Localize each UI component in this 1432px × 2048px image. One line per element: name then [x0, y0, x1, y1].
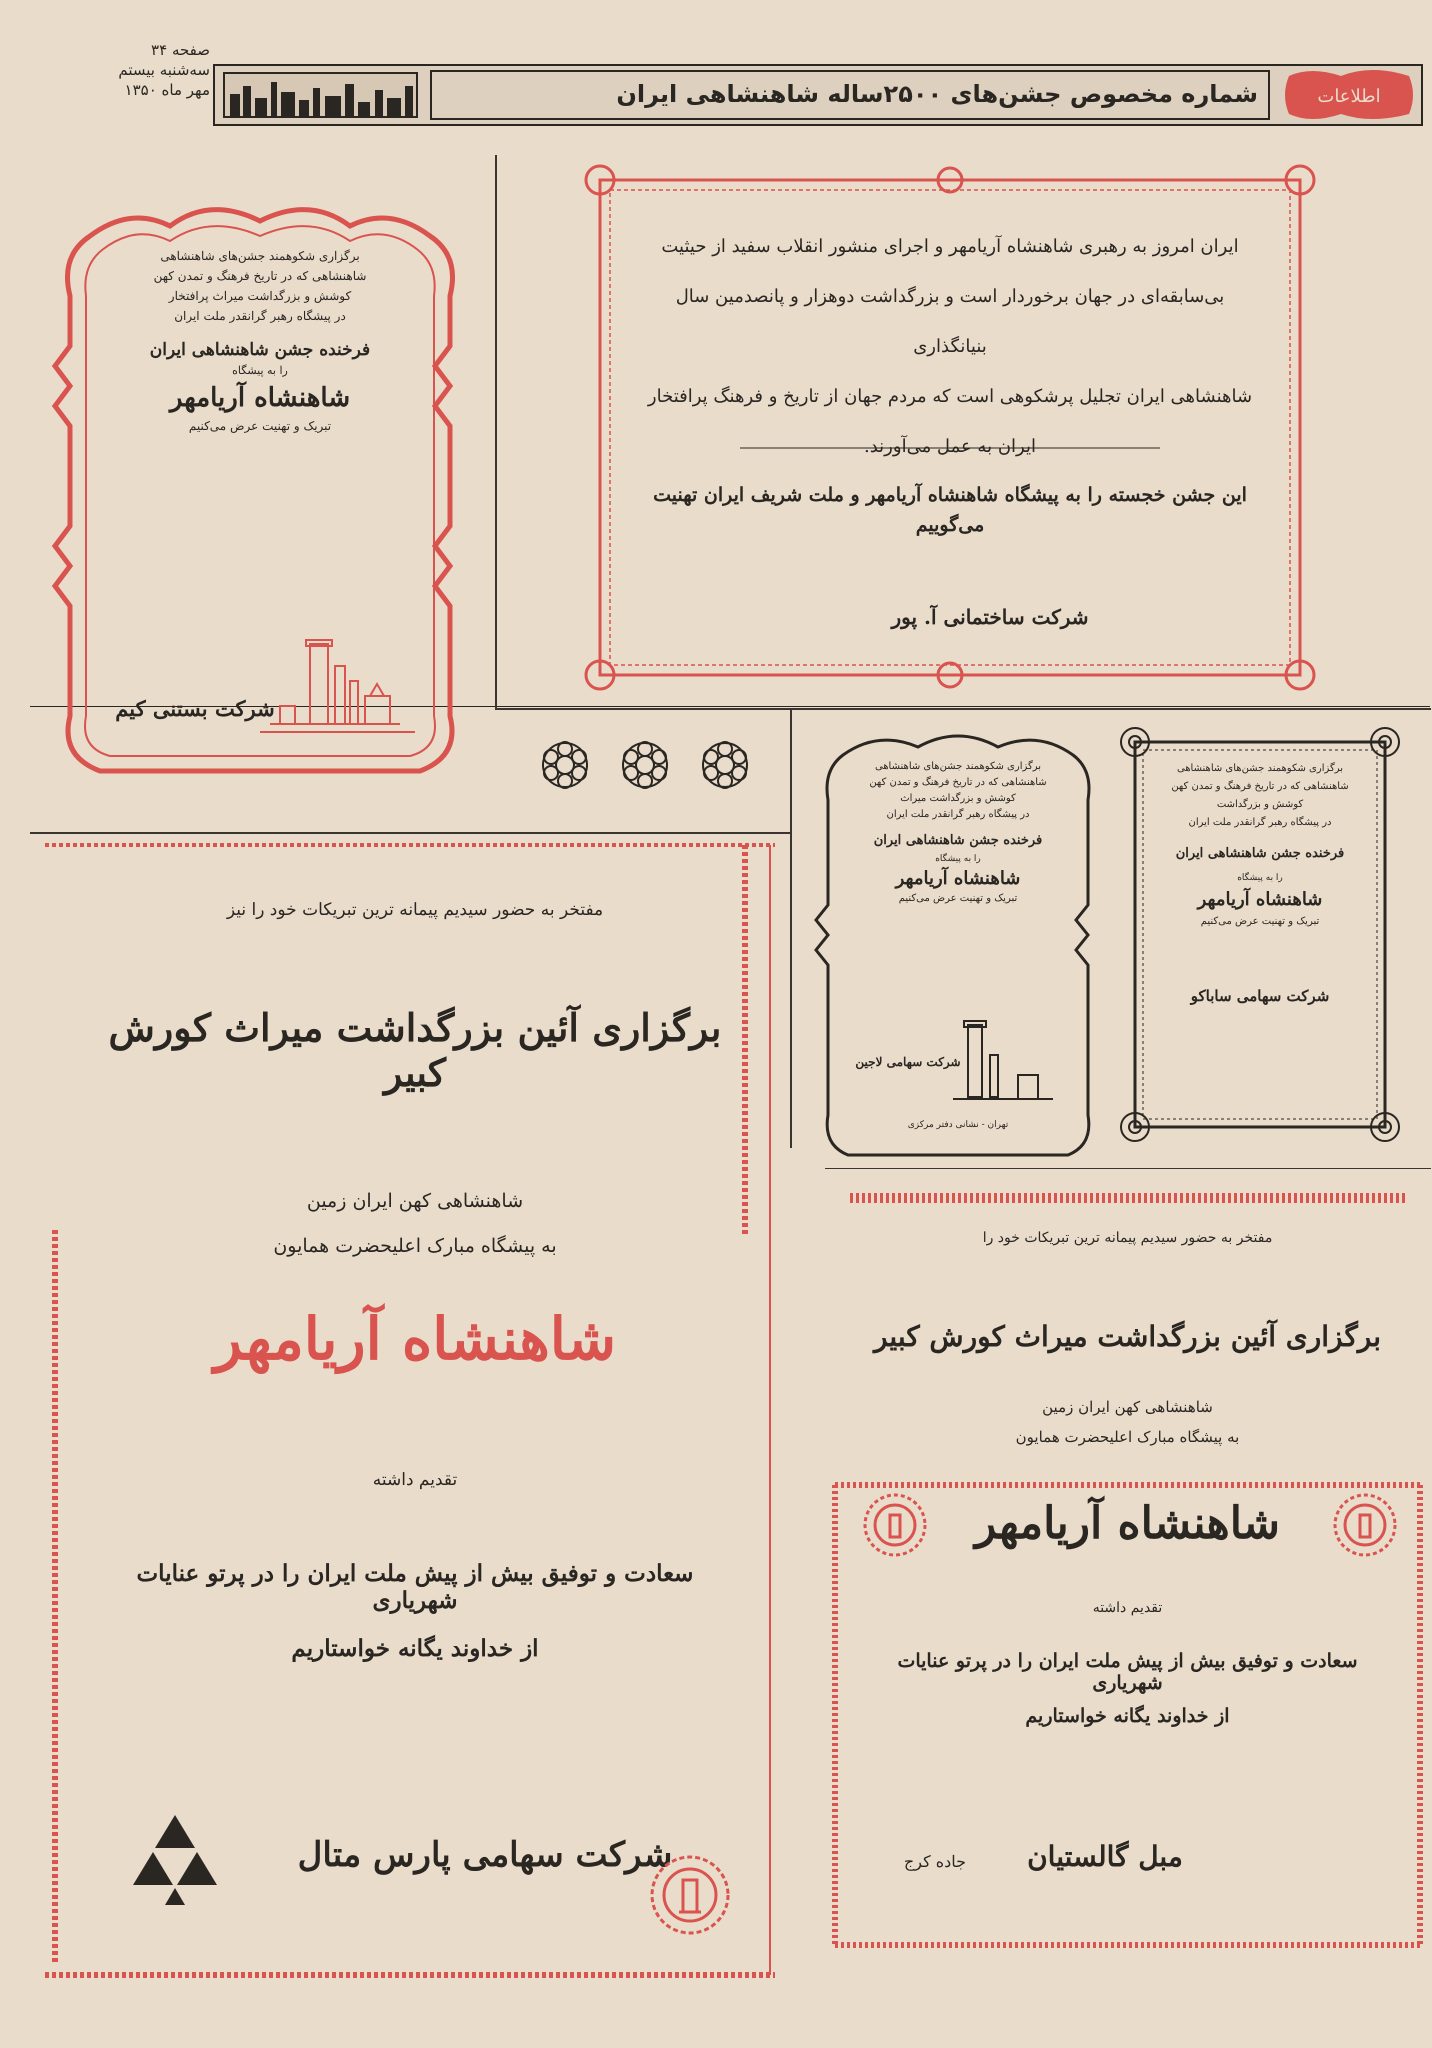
- ad-sakhtemani-pour: [580, 160, 1320, 695]
- ad-wish: سعادت و توفیق بیش از پیش ملت ایران را در پرتو عنایات شهریاری: [136, 1560, 694, 1614]
- issue-date: مهر ماه ۱۳۵۰: [124, 81, 210, 99]
- ad-company: مبل گالستیان: [1027, 1840, 1183, 1873]
- ad-sub: شاهنشاهی کهن ایران زمین: [306, 1190, 524, 1212]
- ad-paragraph-line: ایران امروز به رهبری شاهنشاه آریامهر و اجرای منشور انقلاب سفید از حیثیت: [661, 236, 1239, 257]
- ad-sub: به پیشگاه مبارک اعلیحضرت همایون: [273, 1235, 557, 1257]
- newspaper-logo: [1281, 68, 1417, 122]
- ad-bastani-kim: [40, 196, 480, 786]
- header-title-box: [430, 70, 1270, 120]
- ad-paragraph-line: بی‌سابقه‌ای در جهان برخوردار است و بزرگداشت دوهزار و پانصدمین سال بنیانگذاری: [675, 286, 1225, 357]
- ad-line: کوشش و بزرگداشت: [1216, 799, 1304, 810]
- ad-line: تبریک و تهنیت عرض می‌کنیم: [898, 893, 1018, 904]
- page-number: صفحه ۳۴: [151, 41, 210, 59]
- ad-line: در پیشگاه رهبر گرانقدر ملت ایران: [1188, 817, 1332, 828]
- ad-company: شرکت سهامی پارس متال: [297, 1835, 673, 1875]
- ad-line: فرخنده جشن شاهنشاهی ایران: [149, 340, 371, 360]
- ad-title: شاهنشاه آریامهر: [895, 868, 1021, 889]
- ad-line: برگزاری شکوهمند جشن‌های شاهنشاهی: [1176, 763, 1344, 774]
- ad-sub: به پیشگاه مبارک اعلیحضرت همایون: [1015, 1428, 1240, 1446]
- header-banner: [213, 64, 1423, 126]
- ad-company: شرکت بستنی کیم: [115, 696, 275, 721]
- ad-intro: مفتخر به حضور سیدیم پیمانه ترین تبریکات خود را نیز: [226, 900, 604, 920]
- ad-mobl-galstian: [830, 1180, 1425, 1960]
- ad-wish: سعادت و توفیق بیش از پیش ملت ایران را در پرتو عنایات شهریاری: [897, 1650, 1358, 1694]
- ad-dedication: این جشن خجسته را به پیشگاه شاهنشاه آریامهر و ملت شریف ایران تهنیت می‌گوییم: [653, 484, 1247, 536]
- ad-line: برگزاری شکوهمند جشن‌های شاهنشاهی: [160, 249, 360, 263]
- skyline-illustration: [223, 72, 418, 118]
- page-title: شماره مخصوص جشن‌های ۲۵۰۰ساله شاهنشاهی ایران: [616, 80, 1258, 108]
- ad-line: کوشش و بزرگداشت میراث: [900, 793, 1016, 804]
- ad-sabako: [1105, 712, 1415, 1157]
- ad-headline: برگزاری آئین بزرگداشت میراث کورش کبیر: [873, 1320, 1382, 1353]
- ad-line: را به پیشگاه: [935, 854, 981, 864]
- ad-address: تهران - نشانی دفتر مرکزی: [907, 1120, 1009, 1130]
- ad-line: در پیشگاه رهبر گرانقدر ملت ایران: [886, 809, 1030, 820]
- header-meta: [70, 40, 210, 100]
- ad-company: شرکت سهامی ساباکو: [1190, 987, 1330, 1005]
- svg-text:اطلاعات: اطلاعات: [1317, 86, 1381, 107]
- ad-company: شرکت ساختمانی آ. پور: [891, 605, 1089, 629]
- ad-line: فرخنده جشن شاهنشاهی ایران: [1175, 846, 1345, 861]
- ad-headline: برگزاری آئین بزرگداشت میراث کورش کبیر: [108, 1005, 722, 1095]
- ad-line: را به پیشگاه: [232, 364, 288, 377]
- section-rule-middle: [30, 832, 790, 834]
- rosette-row: [530, 730, 760, 800]
- ad-wish: از خداوند یگانه خواستاریم: [291, 1635, 539, 1662]
- ad-line: کوشش و بزرگداشت میراث پرافتخار: [168, 289, 352, 303]
- pars-metal-logo: [125, 1810, 225, 1910]
- ad-pars-metal: [35, 835, 800, 1985]
- persepolis-ruins-illustration: [250, 636, 420, 736]
- ad-title: شاهنشاه آریامهر: [213, 1305, 617, 1373]
- ad-wish: از خداوند یگانه خواستاریم: [1025, 1705, 1230, 1727]
- ad-address: جاده کرج: [903, 1852, 967, 1871]
- ad-title: شاهنشاه آریامهر: [974, 1498, 1281, 1549]
- ad-presented: تقدیم داشته: [1092, 1600, 1163, 1616]
- ad-company: شرکت سهامی لاجین: [855, 1055, 961, 1069]
- ad-title: شاهنشاه آریامهر: [1197, 889, 1323, 910]
- ad-line: برگزاری شکوهمند جشن‌های شاهنشاهی: [874, 761, 1042, 772]
- ad-line: تبریک و تهنیت عرض می‌کنیم: [188, 419, 332, 433]
- ad-line: شاهنشاهی که در تاریخ فرهنگ و تمدن کهن: [869, 777, 1047, 788]
- ad-line: فرخنده جشن شاهنشاهی ایران: [873, 833, 1043, 848]
- ad-title: شاهنشاه آریامهر: [169, 383, 351, 413]
- ad-sub: شاهنشاهی کهن ایران زمین: [1042, 1398, 1213, 1416]
- ad-line: تبریک و تهنیت عرض می‌کنیم: [1200, 916, 1320, 927]
- ad-line: شاهنشاهی که در تاریخ فرهنگ و تمدن کهن: [1171, 781, 1349, 792]
- ad-line: را به پیشگاه: [1237, 873, 1283, 883]
- celebration-emblem-icon: [645, 1850, 735, 1940]
- ad-line: در پیشگاه رهبر گرانقدر ملت ایران: [174, 309, 346, 323]
- ad-presented: تقدیم داشته: [372, 1470, 458, 1490]
- section-rule-upper: [495, 708, 1431, 710]
- issue-day: سه‌شنبه بیستم: [118, 61, 210, 79]
- column-rule-top: [495, 155, 497, 710]
- ad-lajin: [808, 725, 1108, 1170]
- ad-paragraph-line: شاهنشاهی ایران تجلیل پرشکوهی است که مردم جهان از تاریخ و فرهنگ پرافتخار ایران به عمل می‌آورند.: [647, 386, 1253, 457]
- ad-line: شاهنشاهی که در تاریخ فرهنگ و تمدن کهن: [153, 269, 367, 283]
- ad-intro: مفتخر به حضور سیدیم پیمانه ترین تبریکات خود را: [982, 1230, 1273, 1246]
